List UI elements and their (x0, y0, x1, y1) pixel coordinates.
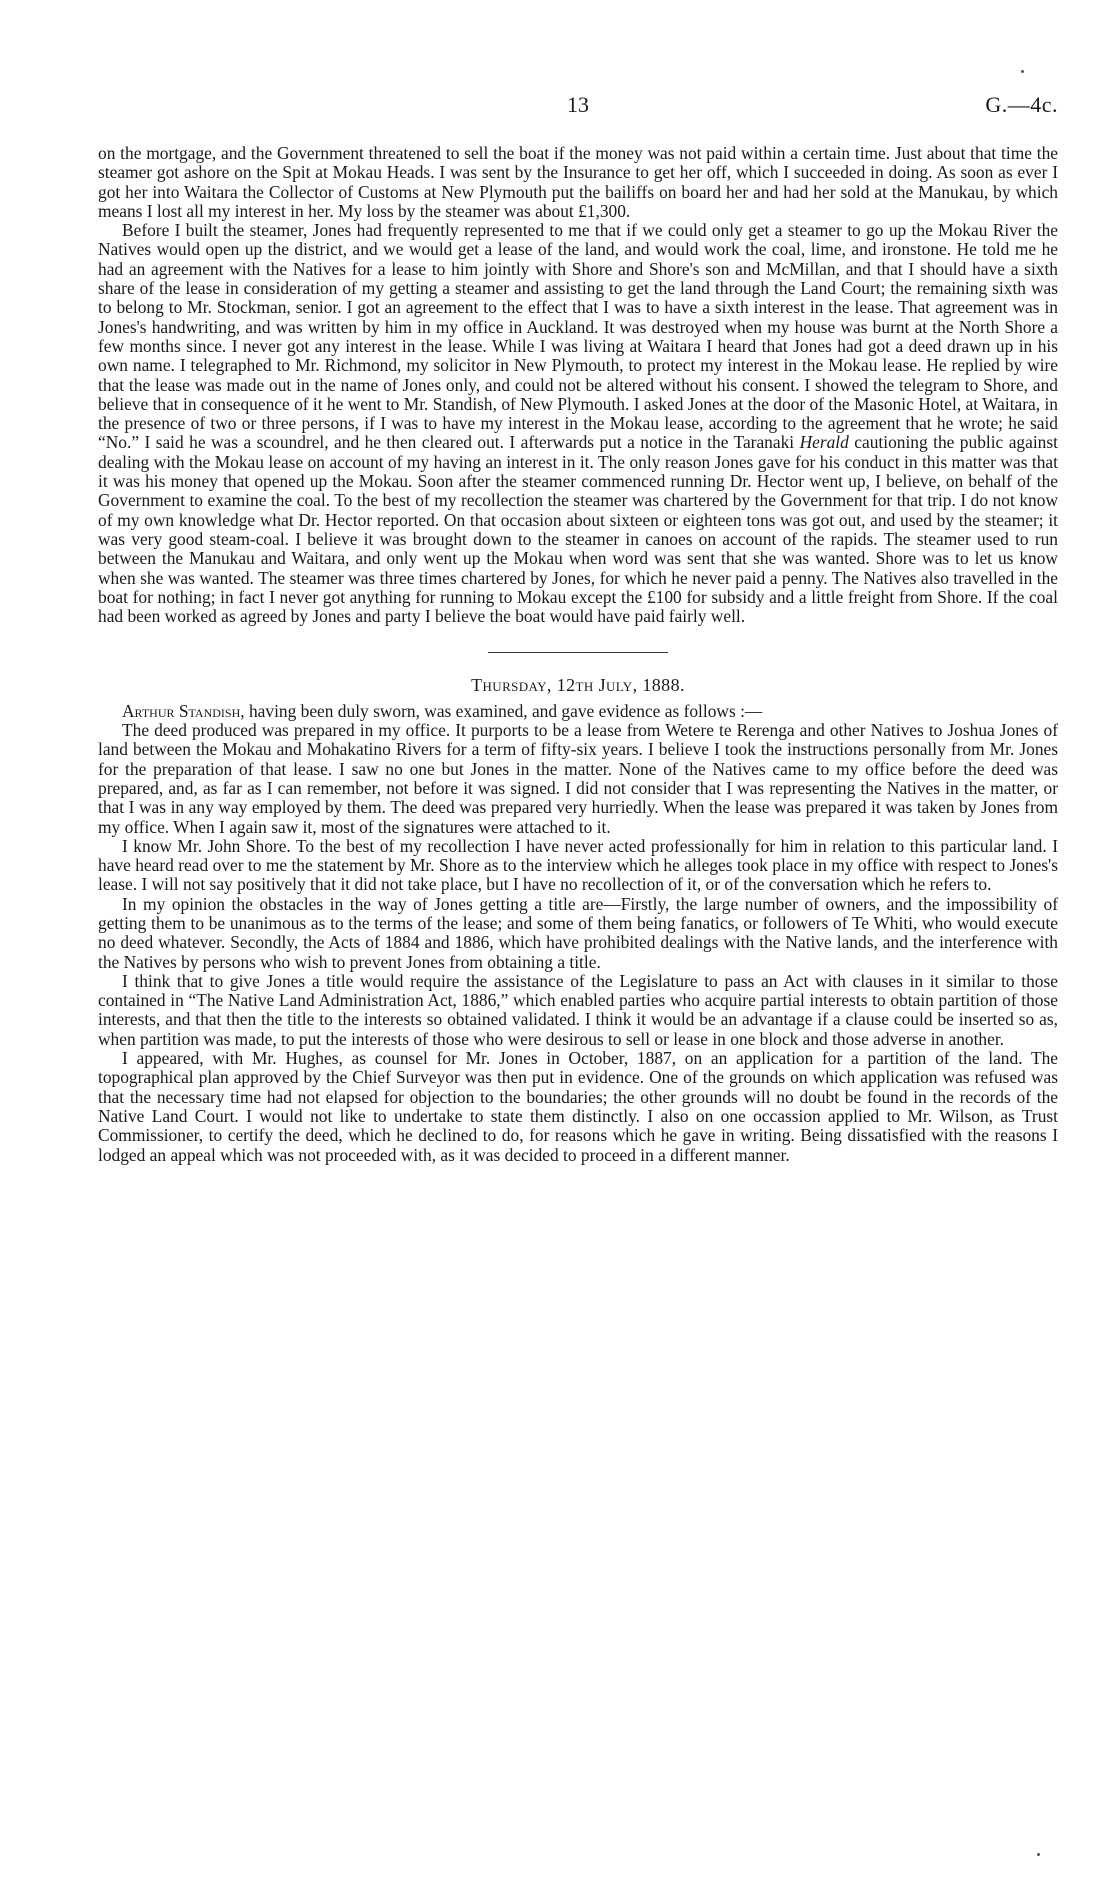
date-heading: Thursday, 12th July, 1888. (471, 675, 685, 696)
witness-intro (98, 702, 1058, 721)
page-number: 13 (567, 92, 589, 117)
print-speck (1037, 1853, 1040, 1856)
document-code: G.—4c. (985, 92, 1058, 117)
print-speck (1021, 70, 1024, 73)
evidence-paragraph: The deed produced was prepared in my office. It purports to be a lease from Wetere te Rerenga and other Natives to Joshua Jones of land between the Mokau and Mohakatino Rivers for a term of fifty-six years. I believe I took the instructions personally from Mr. Jones for the preparation of that lease. I saw no one but Jones in the matter. None of the Natives came to my office before the deed was prepared, and, as far as I can remember, not before it was signed. I did not consider that I was representing the Natives in the matter, or that I was in any way employed by them. The deed was prepared very hurriedly. When the lease was prepared it was taken by Jones from my office. When I again saw it, most of the signatures were attached to it. (98, 720, 1058, 837)
evidence-paragraph: In my opinion the obstacles in the way of Jones getting a title are—Firstly, the large number of owners, and the impossibility of getting them to be unanimous as to the terms of the lease; and some of them being fanatics, or followers of Te Whiti, who would execute no deed whatever. Secondly, the Acts of 1884 and 1886, which have prohibited dealings with the Native lands, and the interference with the Natives by persons who wish to prevent Jones from obtaining a title. (98, 893, 1058, 972)
paragraph-steamer-agreement (98, 221, 1058, 626)
evidence-paragraph: I know Mr. John Shore. To the best of my recollection I have never acted professionally for him in relation to this particular land. I have heard read over to me the statement by Mr. Shore as to the interview which he alleges took place in my office with respect to Jones's lease. I will not say positively that it did not take place, but I have no recollection of it, or of the conversation which he refers to. (98, 835, 1058, 895)
page-header (98, 92, 1058, 122)
witness-name: Arthur Standish, (122, 700, 245, 721)
paragraph-continuation: on the mortgage, and the Government threatened to sell the boat if the money was not paid within a certain time. Just about that time the steamer got ashore on the Spit at Mokau Heads. I was sent by the Insurance to get her off, which I succeeded in doing. As soon as ever I got her into Waitara the Collector of Customs at New Plymouth put the bailiffs on board her and had her sold at the Manukau, by which means I lost all my interest in her. My loss by the steamer was about £1,300. (98, 143, 1058, 221)
evidence-paragraph: I appeared, with Mr. Hughes, as counsel for Mr. Jones in October, 1887, on an application for a partition of the land. The topographical plan approved by the Chief Surveyor was then put in evidence. One of the grounds on which application was refused was that the necessary time had not elapsed for objection to the boundaries; the other grounds will no doubt be found in the records of the Native Land Court. I would not like to undertake to state them distinctly. I also on one occassion applied to Mr. Wilson, as Trust Commissioner, to certify the deed, which he declined to do, for reasons which he gave in writing. Being dissatisfied with the reasons I lodged an appeal which was not proceeded with, as it was decided to proceed in a different manner. (98, 1048, 1058, 1165)
page-body (98, 144, 1058, 1165)
section-divider (488, 652, 668, 653)
newspaper-name: Herald (799, 432, 849, 453)
paragraph-text: Before I built the steamer, Jones had frequently represented to me that if we could only get a steamer to go up the Mokau River the Natives would open up the district, and we would get a lease of the land, and would work the coal, lime, and ironstone. He told me he had an agreement with the Natives for a lease to him jointly with Shore and Shore's son and McMillan, and that I should have a sixth share of the lease in consideration of my getting a steamer and assisting to get the land through the Land Court; the remaining sixth was to belong to Mr. Stockman, senior. I got an agreement to the effect that I was to have a sixth interest in the lease. That agreement was in Jones's handwriting, and was written by him in my office in Auckland. It was destroyed when my house was burnt at the North Shore a few months since. I never got any interest in the lease. While I was living at Waitara I heard that Jones had got a deed drawn up in his own name. I telegraphed to Mr. Richmond, my solicitor in New Plymouth, to protect my interest in the Mokau lease. He replied by wire that the lease was made out in the name of Jones only, and could not be altered without his consent. I showed the telegram to Shore, and believe that in consequence of it he went to Mr. Standish, of New Plymouth. I asked Jones at the door of the Masonic Hotel, at Waitara, in the presence of two or three persons, if I was to have my interest in the Mokau lease, according to the agreement that he wrote; he said “No.” I said he was a scoundrel, and he then cleared out. I afterwards put a notice in the Taranaki (98, 220, 1058, 453)
paragraph-text: cautioning the public against dealing with the Mokau lease on account of my having an interest in it. The only reason Jones gave for his conduct in this matter was that it was his money that opened up the Mokau. Soon after the steamer commenced running Dr. Hector went up, I believe, on behalf of the Government to examine the coal. To the best of my recollection the steamer was chartered by the Government for that trip. I do not know of my own knowledge what Dr. Hector reported. On that occasion about sixteen or eighteen tons was got out, and used by the steamer; it was very good steam-coal. I believe it was brought down to the steamer in canoes on account of the rapids. The steamer used to run between the Manukau and Waitara, and only went up the Mokau when word was sent that she was wanted. Shore was to let us know when she was wanted. The steamer was three times chartered by Jones, for which he never paid a penny. The Natives also travelled in the boat for nothing; in fact I never got anything for running to Mokau except the £100 for subsidy and a little freight from Shore. If the coal had been worked as agreed by Jones and party I believe the boat would have paid fairly well. (98, 432, 1058, 627)
witness-intro-text: having been duly sworn, was examined, and gave evidence as follows :— (248, 700, 763, 721)
evidence-paragraph: I think that to give Jones a title would require the assistance of the Legislature to pass an Act with clauses in it similar to those contained in “The Native Land Administration Act, 1886,” which enabled parties who acquire partial interests to obtain partition of those interests, and that then the title to the interests so obtained validated. I think it would be an advantage if a clause could be inserted so as, when partition was made, to put the interests of those who were desirous to sell or lease in one block and those adverse in another. (98, 970, 1058, 1049)
